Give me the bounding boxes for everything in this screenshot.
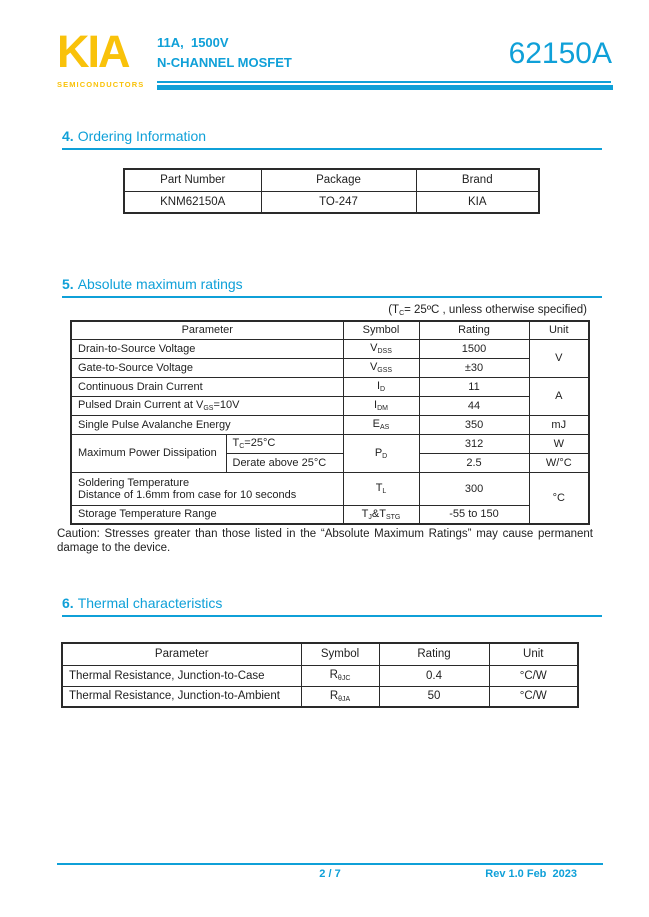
symbol-cell: $T_L$ (343, 472, 419, 505)
caution-note: Caution: Stresses greater than those listed in the “Absolute Maximum Ratings” may cause permanent damage to the device. (57, 528, 593, 554)
column-header-symbol: Symbol (343, 321, 419, 339)
parameter-cell: Pulsed Drain Current at $V_{GS}=10V$ (71, 396, 343, 415)
ordering-table (123, 168, 540, 214)
header-rule-thick (157, 85, 613, 90)
page-footer (57, 868, 603, 884)
device-rating-line: 11A, 1500V (157, 35, 229, 50)
rating-cell: 0.4 (379, 665, 489, 686)
symbol-cell: $E_{AS}$ (343, 415, 419, 434)
parameter-cell: Continuous Drain Current (71, 377, 343, 396)
section-number: 4. (62, 128, 74, 144)
parameter-cell: Maximum Power Dissipation (71, 434, 226, 472)
rating-cell: -55 to 150 (419, 505, 529, 524)
parameter-cell: Thermal Resistance, Junction-to-Ambient (62, 686, 301, 707)
column-header-parameter: Parameter (62, 643, 301, 665)
package-cell: TO-247 (261, 191, 416, 213)
rating-cell: 1500 (419, 339, 529, 358)
rating-cell: ±30 (419, 358, 529, 377)
test-condition-note: ($T_C=$ 25ºC , unless otherwise specified) (388, 304, 587, 317)
rating-cell: 44 (419, 396, 529, 415)
rating-cell: 312 (419, 434, 529, 453)
footer-rule (57, 863, 603, 865)
device-spec (157, 33, 292, 73)
column-header-rating: Rating (419, 321, 529, 339)
table-row (124, 191, 539, 213)
table-header-row (62, 643, 578, 665)
table-row-pd-1 (71, 434, 589, 453)
symbol-cell: $I_D$ (343, 377, 419, 396)
column-header-symbol: Symbol (301, 643, 379, 665)
section-title-thermal (62, 595, 602, 617)
table-row-rthja (62, 686, 578, 707)
header-rule-thin (157, 81, 611, 83)
brand-logo: KIA (57, 26, 129, 77)
column-header-package: Package (261, 169, 416, 191)
brand-cell: KIA (416, 191, 539, 213)
unit-cell: °C/W (489, 686, 578, 707)
table-row-rthjc (62, 665, 578, 686)
table-row-idm (71, 396, 589, 415)
rating-cell: 350 (419, 415, 529, 434)
parameter-cell: Soldering Temperature Distance of 1.6mm from case for 10 seconds (71, 472, 343, 505)
symbol-cell: $V_{GSS}$ (343, 358, 419, 377)
revision-label: Rev 1.0 Feb 2023 (485, 868, 577, 880)
section-label: Ordering Information (77, 128, 207, 144)
parameter-cell: Gate-to-Source Voltage (71, 358, 343, 377)
table-row-tl (71, 472, 589, 505)
unit-cell: V (529, 339, 589, 377)
column-header-part-number: Part Number (124, 169, 261, 191)
table-header-row (124, 169, 539, 191)
condition-cell: Derate above 25°C (226, 453, 343, 472)
device-type: N-CHANNEL MOSFET (157, 55, 292, 70)
rating-cell: 2.5 (419, 453, 529, 472)
parameter-cell: Thermal Resistance, Junction-to-Case (62, 665, 301, 686)
section-number: 6. (62, 595, 74, 611)
symbol-cell: $R_{\theta JC}$ (301, 665, 379, 686)
unit-cell: W (529, 434, 589, 453)
table-row-eas (71, 415, 589, 434)
symbol-cell: $P_D$ (343, 434, 419, 472)
rating-cell: 11 (419, 377, 529, 396)
table-row-tstg (71, 505, 589, 524)
section-title-abs-max (62, 276, 602, 298)
column-header-brand: Brand (416, 169, 539, 191)
rating-cell: 300 (419, 472, 529, 505)
table-row-vdss (71, 339, 589, 358)
part-number-cell: KNM62150A (124, 191, 261, 213)
condition-cell: $T_C=25^\circ C$ (226, 434, 343, 453)
unit-cell: A (529, 377, 589, 415)
parameter-cell: Drain-to-Source Voltage (71, 339, 343, 358)
symbol-cell: $I_{DM}$ (343, 396, 419, 415)
brand-logo-subtext: SEMICONDUCTORS (57, 80, 145, 89)
table-row-vgss (71, 358, 589, 377)
part-number-title: 62150A (508, 37, 612, 70)
unit-cell: mJ (529, 415, 589, 434)
section-label: Thermal characteristics (77, 595, 223, 611)
section-number: 5. (62, 276, 74, 292)
symbol-cell: $T_J\&T_{STG}$ (343, 505, 419, 524)
column-header-unit: Unit (489, 643, 578, 665)
unit-cell: °C/W (489, 665, 578, 686)
symbol-cell: $R_{\theta JA}$ (301, 686, 379, 707)
unit-cell: W/°C (529, 453, 589, 472)
thermal-characteristics-table (61, 642, 579, 708)
table-header-row (71, 321, 589, 339)
symbol-cell: $V_{DSS}$ (343, 339, 419, 358)
section-label: Absolute maximum ratings (77, 276, 243, 292)
column-header-parameter: Parameter (71, 321, 343, 339)
section-title-ordering (62, 128, 602, 150)
parameter-cell: Single Pulse Avalanche Energy (71, 415, 343, 434)
column-header-rating: Rating (379, 643, 489, 665)
page-indicator: 2 / 7 (319, 868, 341, 880)
parameter-cell: Storage Temperature Range (71, 505, 343, 524)
absolute-maximum-ratings-table (70, 320, 590, 525)
rating-cell: 50 (379, 686, 489, 707)
unit-cell: °C (529, 472, 589, 524)
column-header-unit: Unit (529, 321, 589, 339)
table-row-id (71, 377, 589, 396)
